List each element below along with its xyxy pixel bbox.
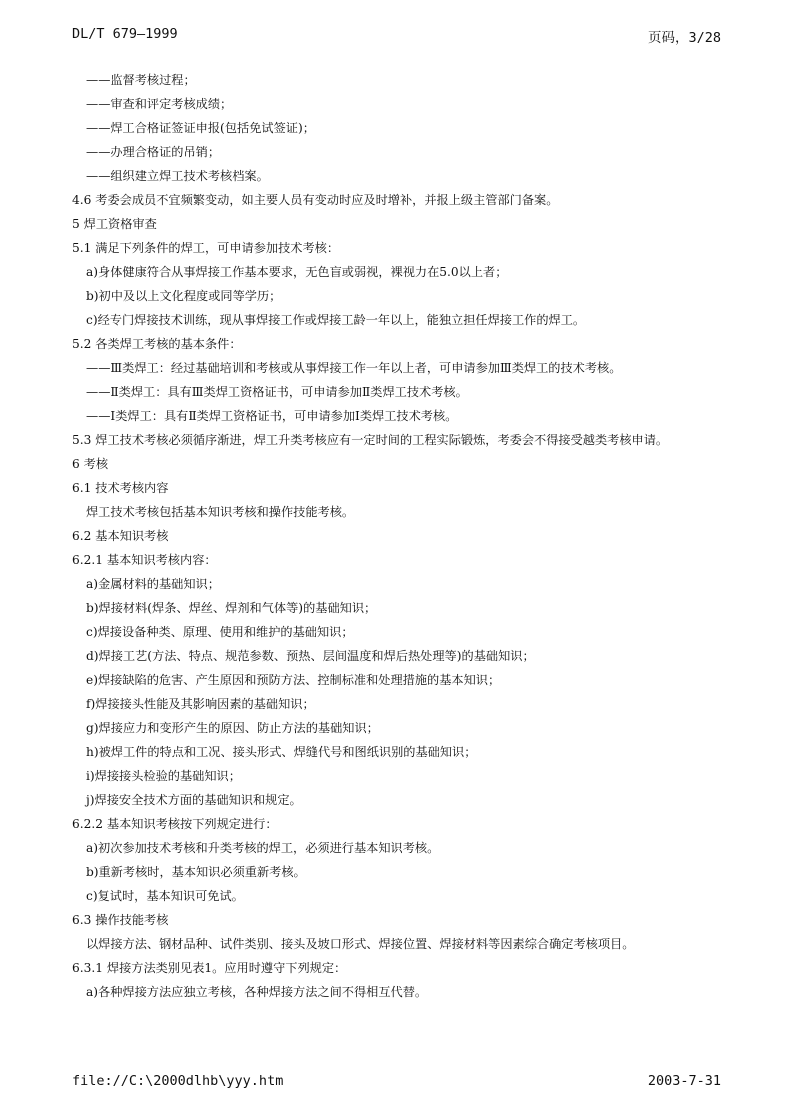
clause-6-2-1: 6.2.1 基本知识考核内容：	[72, 553, 217, 567]
page-number: 页码，3/28	[647, 30, 721, 46]
list-item: a)初次参加技术考核和升类考核的焊工，必须进行基本知识考核。	[86, 841, 440, 855]
section-heading: 6 考核	[72, 457, 109, 471]
document-body	[72, 68, 727, 1004]
list-item: b)重新考核时，基本知识必须重新考核。	[86, 865, 306, 879]
list-item: ——Ⅰ类焊工：具有Ⅱ类焊工资格证书，可申请参加Ⅰ类焊工技术考核。	[86, 409, 458, 423]
list-item: g)焊接应力和变形产生的原因、防止方法的基础知识；	[86, 721, 379, 735]
list-item: a)各种焊接方法应独立考核，各种焊接方法之间不得相互代替。	[86, 985, 428, 999]
list-item: a)金属材料的基础知识；	[86, 577, 220, 591]
list-item: ——Ⅲ类焊工：经过基础培训和考核或从事焊接工作一年以上者，可申请参加Ⅲ类焊工的技术考核。	[86, 361, 622, 375]
list-item: ——组织建立焊工技术考核档案。	[86, 169, 269, 183]
clause-6-2: 6.2 基本知识考核	[72, 529, 169, 543]
list-item: h)被焊工件的特点和工况、接头形式、焊缝代号和图纸识别的基础知识；	[86, 745, 477, 759]
clause-5-3: 5.3 焊工技术考核必须循序渐进，焊工升类考核应有一定时间的工程实际锻炼，考委会不得接受越类考核申请。	[72, 433, 669, 447]
list-item: d)焊接工艺(方法、特点、规范参数、预热、层间温度和焊后热处理等)的基础知识；	[86, 649, 535, 663]
list-item: ——办理合格证的吊销；	[86, 145, 221, 159]
clause-5-1: 5.1 满足下列条件的焊工，可申请参加技术考核：	[72, 241, 340, 255]
clause-5-2: 5.2 各类焊工考核的基本条件：	[72, 337, 242, 351]
clause-6-2-2: 6.2.2 基本知识考核按下列规定进行：	[72, 817, 278, 831]
document-code: DL/T 679—1999	[72, 26, 178, 42]
list-item: ——监督考核过程；	[86, 73, 196, 87]
list-item: b)初中及以上文化程度或同等学历；	[86, 289, 282, 303]
page-footer	[72, 1073, 721, 1091]
list-item: c)焊接设备种类、原理、使用和维护的基础知识；	[86, 625, 354, 639]
paragraph: 焊工技术考核包括基本知识考核和操作技能考核。	[86, 505, 355, 519]
section-heading: 5 焊工资格审查	[72, 217, 157, 231]
clause-6-3-1: 6.3.1 焊接方法类别见表1。应用时遵守下列规定：	[72, 961, 347, 975]
list-item: ——焊工合格证签证申报(包括免试签证)；	[86, 121, 315, 135]
list-item: e)焊接缺陷的危害、产生原因和预防方法、控制标准和处理措施的基本知识；	[86, 673, 501, 687]
clause-4-6: 4.6 考委会成员不宜频繁变动，如主要人员有变动时应及时增补，并报上级主管部门备案。	[72, 193, 559, 207]
list-item: ——Ⅱ类焊工：具有Ⅲ类焊工资格证书，可申请参加Ⅱ类焊工技术考核。	[86, 385, 468, 399]
page-header	[72, 26, 721, 44]
clause-6-3: 6.3 操作技能考核	[72, 913, 169, 927]
list-item: c)复试时，基本知识可免试。	[86, 889, 244, 903]
list-item: b)焊接材料(焊条、焊丝、焊剂和气体等)的基础知识；	[86, 601, 377, 615]
list-item: j)焊接安全技术方面的基础知识和规定。	[86, 793, 302, 807]
list-item: a)身体健康符合从事焊接工作基本要求，无色盲或弱视，裸视力在5.0以上者；	[86, 265, 508, 279]
list-item: ——审查和评定考核成绩；	[86, 97, 233, 111]
list-item: i)焊接接头检验的基础知识；	[86, 769, 241, 783]
list-item: f)焊接接头性能及其影响因素的基础知识；	[86, 697, 315, 711]
paragraph: 以焊接方法、钢材品种、试件类别、接头及坡口形式、焊接位置、焊接材料等因素综合确定考核项目。	[86, 937, 635, 951]
print-date: 2003-7-31	[647, 1073, 721, 1089]
file-path: file://C:\2000dlhb\yyy.htm	[72, 1073, 284, 1089]
clause-6-1: 6.1 技术考核内容	[72, 481, 169, 495]
list-item: c)经专门焊接技术训练，现从事焊接工作或焊接工龄一年以上，能独立担任焊接工作的焊工。	[86, 313, 586, 327]
